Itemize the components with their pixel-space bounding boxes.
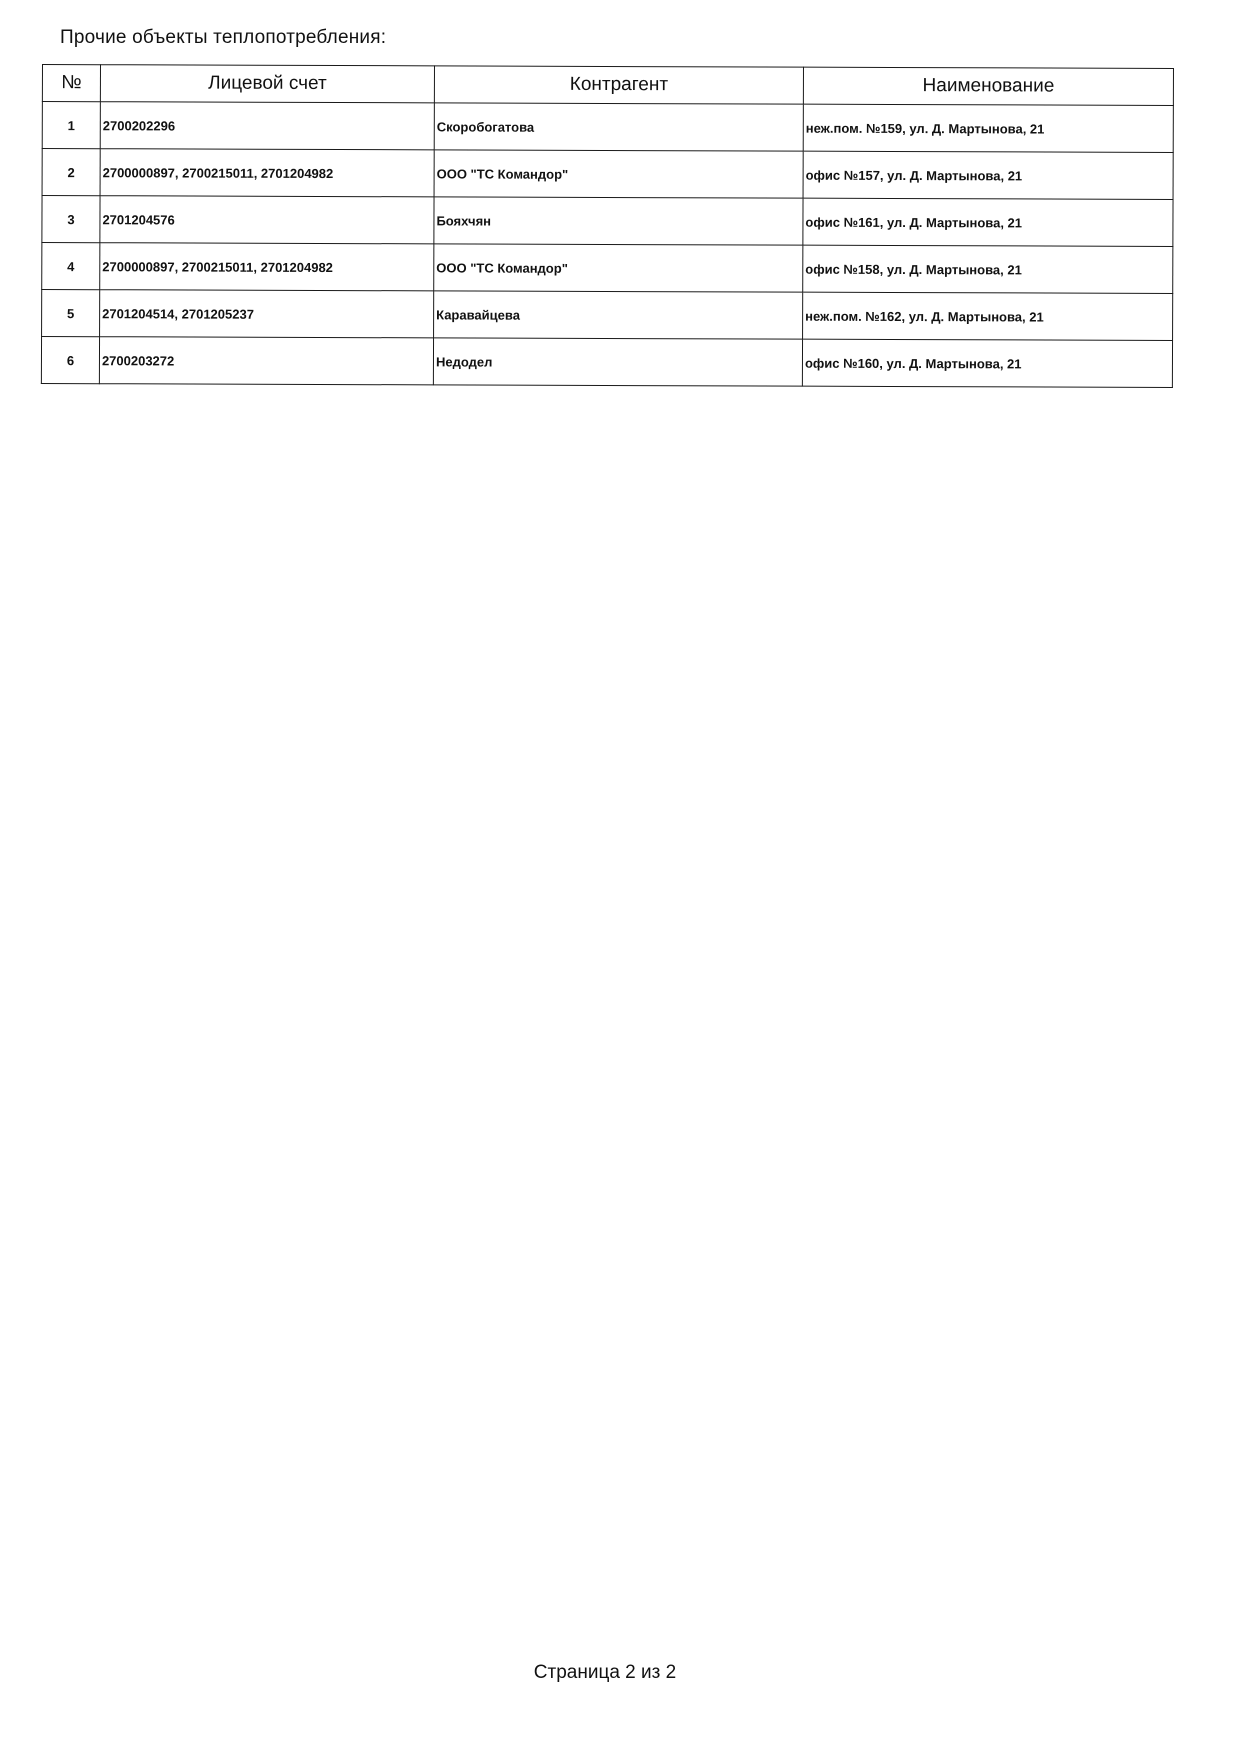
row-name: офис №157, ул. Д. Мартынова, 21 [803,151,1173,199]
table-row [42,102,1173,153]
row-num: 6 [41,337,99,384]
row-counterparty: Скоробогатова [434,103,803,151]
table-header-row [42,65,1173,106]
row-name: офис №160, ул. Д. Мартынова, 21 [802,339,1172,387]
row-counterparty: Бояхчян [434,197,803,245]
row-counterparty: Недодел [433,338,802,386]
row-account: 2701204576 [100,196,434,244]
row-counterparty: Каравайцева [434,291,803,339]
row-counterparty: ООО "ТС Командор" [434,150,803,198]
header-account: Лицевой счет [100,65,434,103]
table-row [42,243,1173,294]
header-name: Наименование [803,67,1173,105]
header-num: № [42,65,100,102]
page-heading: Прочие объекты теплопотребления: [60,27,387,48]
row-account: 2700000897, 2700215011, 2701204982 [100,243,434,291]
row-name: офис №161, ул. Д. Мартынова, 21 [803,198,1173,246]
header-counterparty: Контрагент [434,66,803,104]
objects-table [41,64,1174,388]
page-number: Страница 2 из 2 [533,1662,677,1683]
row-num: 2 [42,149,100,196]
table-row [41,337,1172,388]
row-num: 3 [42,196,100,243]
row-num: 1 [42,102,100,149]
table-row [42,196,1173,247]
row-account: 2701204514, 2701205237 [100,290,434,338]
row-account: 2700000897, 2700215011, 2701204982 [100,149,434,197]
row-name: неж.пом. №159, ул. Д. Мартынова, 21 [803,104,1173,152]
row-account: 2700202296 [100,102,434,150]
row-account: 2700203272 [99,337,433,385]
table-row [42,290,1173,341]
row-name: неж.пом. №162, ул. Д. Мартынова, 21 [803,292,1173,340]
table-row [42,149,1173,200]
row-name: офис №158, ул. Д. Мартынова, 21 [803,245,1173,293]
row-num: 5 [42,290,100,337]
row-num: 4 [42,243,100,290]
row-counterparty: ООО "ТС Командор" [434,244,803,292]
